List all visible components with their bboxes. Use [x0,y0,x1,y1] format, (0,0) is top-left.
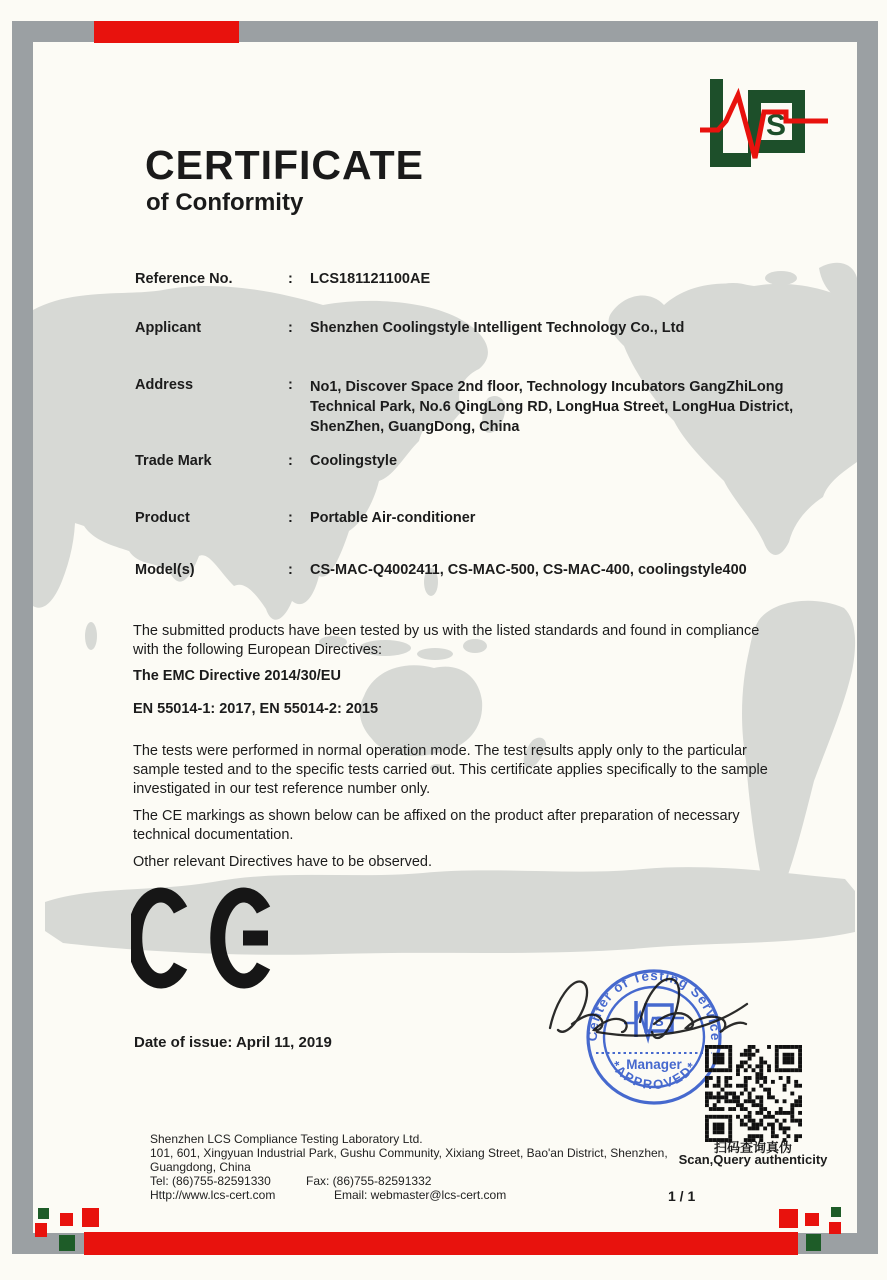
field-value-trademark: Coolingstyle [310,453,398,469]
field-value-reference: LCS181121100AE [310,271,431,287]
footer-email: Email: webmaster@lcs-cert.com [334,1188,507,1202]
certificate-subtitle: of Conformity [146,189,304,216]
qr-caption-zh: 扫码查询真伪 [713,1140,792,1155]
lcs-logo-s: S [765,109,787,142]
footer-fax: Fax: (86)755-82591332 [306,1174,432,1188]
top-red-accent [94,21,239,43]
field-value-applicant: Shenzhen Coolingstyle Intelligent Technology Co., Ltd [310,320,685,336]
statement-line: sample tested and to the specific tests carried out. This certificate applies specifically to the sample [133,762,768,778]
deco-square-red-right-1 [779,1209,798,1228]
deco-square-red-left-2 [60,1213,73,1226]
stamp-arc-bottom-text: *APPROVED* [607,1058,701,1093]
field-label-applicant: Applicant [135,320,202,336]
statement-line: The submitted products have been tested by us with the listed standards and found in compliance [133,623,760,639]
frame-right-bar [857,21,878,1254]
deco-square-red-left-1 [35,1223,47,1237]
field-label-reference: Reference No. [135,271,233,287]
field-value-models: CS-MAC-Q4002411, CS-MAC-500, CS-MAC-400, coolingstyle400 [310,562,747,578]
statement-line: The CE markings as shown below can be affixed on the product after preparation of necessary [133,808,740,824]
field-colon: : [288,453,293,469]
manager-signature [542,966,754,1055]
field-label-address: Address [135,377,194,393]
deco-square-red-right-2b [829,1222,841,1234]
field-label-models: Model(s) [135,562,195,578]
field-colon: : [288,562,293,578]
lcs-logo [700,79,832,180]
certificate-title: CERTIFICATE [145,142,425,188]
stamp-role-text: Manager [626,1057,682,1072]
ce-mark [131,886,279,995]
stamp-s-letter: S [654,1013,664,1029]
address-line: Technical Park, No.6 QingLong RD, LongHua Street, LongHua District, [310,399,794,415]
field-label-product: Product [135,510,190,526]
field-value-product: Portable Air-conditioner [310,510,476,526]
field-colon: : [288,377,293,393]
stamp-arc-top-text: Center of Testing Service [584,968,724,1042]
deco-square-green-right-1 [831,1207,841,1217]
deco-square-green-right-2 [806,1234,821,1251]
field-label-trademark: Trade Mark [135,453,212,469]
field-colon: : [288,271,293,287]
address-line: ShenZhen, GuangDong, China [310,419,520,435]
statement-line: with the following European Directives: [133,642,383,658]
footer-web: Http://www.lcs-cert.com [150,1188,276,1202]
field-colon: : [288,510,293,526]
deco-square-red-left-3 [82,1208,99,1227]
deco-square-red-right-2 [805,1213,819,1226]
qr-caption-en: Scan,Query authenticity [678,1152,828,1167]
footer-address1: 101, 601, Xingyuan Industrial Park, Gushu Community, Xixiang Street, Bao'an District, Shenzhen, [150,1146,668,1160]
footer-tel: Tel: (86)755-82591330 [150,1174,271,1188]
footer-block [150,1132,668,1202]
statement-other: Other relevant Directives have to be observed. [133,854,433,870]
bottom-red-band [84,1232,798,1255]
statement-line: technical documentation. [133,827,294,843]
deco-square-green-left-1 [38,1208,49,1219]
statement-standards: EN 55014-1: 2017, EN 55014-2: 2015 [133,701,379,717]
footer-company: Shenzhen LCS Compliance Testing Laboratory Ltd. [150,1132,423,1146]
frame-left-bar [12,21,33,1254]
statement-line: The tests were performed in normal operation mode. The test results apply only to the particular [133,743,747,759]
address-line: No1, Discover Space 2nd floor, Technology Incubators GangZhiLong [310,379,784,395]
statement-ce-note [133,807,740,845]
footer-tel-fax [150,1174,668,1188]
statement-tests [133,742,768,799]
field-value-address [310,377,793,437]
statement-directive: The EMC Directive 2014/30/EU [133,668,341,684]
footer-address2: Guangdong, China [150,1160,251,1174]
statement-intro [133,622,759,660]
footer-web-email [150,1188,668,1202]
deco-square-green-left-2 [59,1235,75,1251]
field-colon: : [288,320,293,336]
page-number: 1 / 1 [668,1188,696,1204]
statement-line: investigated in our test reference number only. [133,781,431,797]
qr-code [705,1045,802,1147]
date-of-issue: Date of issue: April 11, 2019 [134,1034,332,1051]
